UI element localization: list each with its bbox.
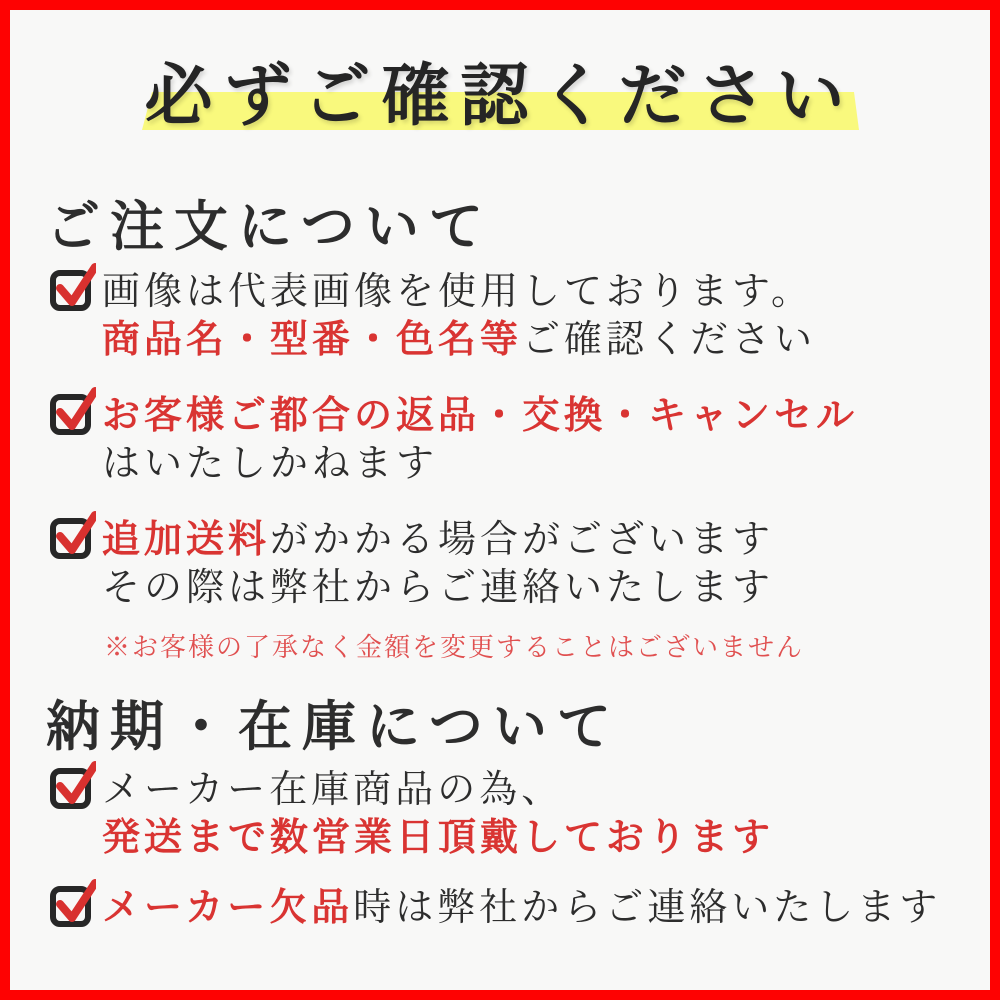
item-text-segment-red: 発送まで数営業日頂戴しております (102, 817, 775, 859)
checked-checkbox-icon (50, 877, 96, 927)
item-text-segment: がかかる場合がございます (270, 519, 775, 561)
checklist-item-maker-shortage (50, 884, 941, 932)
item-line (102, 316, 816, 364)
price-change-footnote: ※お客様の了承なく金額を変更することはございません (104, 633, 805, 662)
item-line (102, 392, 858, 440)
checked-checkbox-icon (50, 385, 96, 435)
item-line (102, 814, 774, 862)
checklist-item-maker-stock (50, 766, 774, 862)
item-text-segment-red: 商品名・型番・色名等 (102, 319, 523, 361)
item-text-segment-red: 追加送料 (102, 519, 271, 561)
item-text-segment: メーカー在庫商品の為、 (102, 769, 564, 811)
item-line (102, 766, 774, 814)
item-text-segment: 時は弊社からご連絡いたします (353, 887, 942, 929)
checked-checkbox-icon (50, 759, 96, 809)
item-text (102, 884, 941, 932)
item-line (102, 268, 816, 316)
checklist-item-representative-image (50, 268, 816, 364)
title-block (0, 0, 1000, 160)
item-text (102, 392, 858, 488)
item-text (102, 516, 774, 612)
page-title: 必ずご確認ください (144, 58, 856, 134)
item-text (102, 766, 774, 862)
checked-checkbox-icon (50, 509, 96, 559)
checked-checkbox-icon (50, 261, 96, 311)
item-text (102, 268, 816, 364)
item-line (102, 440, 858, 488)
item-text-segment: ご確認ください (522, 319, 817, 361)
item-line (102, 884, 941, 932)
item-text-segment-red: メーカー欠品 (102, 887, 354, 929)
item-text-segment: はいたしかねます (102, 443, 439, 485)
item-text-segment: 画像は代表画像を使用しております。 (102, 271, 813, 313)
checklist-item-returns (50, 392, 858, 488)
item-line (102, 564, 774, 612)
item-text-segment-red: お客様ご都合の返品・交換・キャンセル (102, 395, 859, 437)
item-line (102, 516, 774, 564)
item-text-segment: その際は弊社からご連絡いたします (102, 567, 775, 609)
section-heading-stock: 納期・在庫について (46, 697, 621, 757)
checklist-item-extra-shipping (50, 516, 774, 612)
section-heading-order: ご注文について (46, 197, 493, 257)
